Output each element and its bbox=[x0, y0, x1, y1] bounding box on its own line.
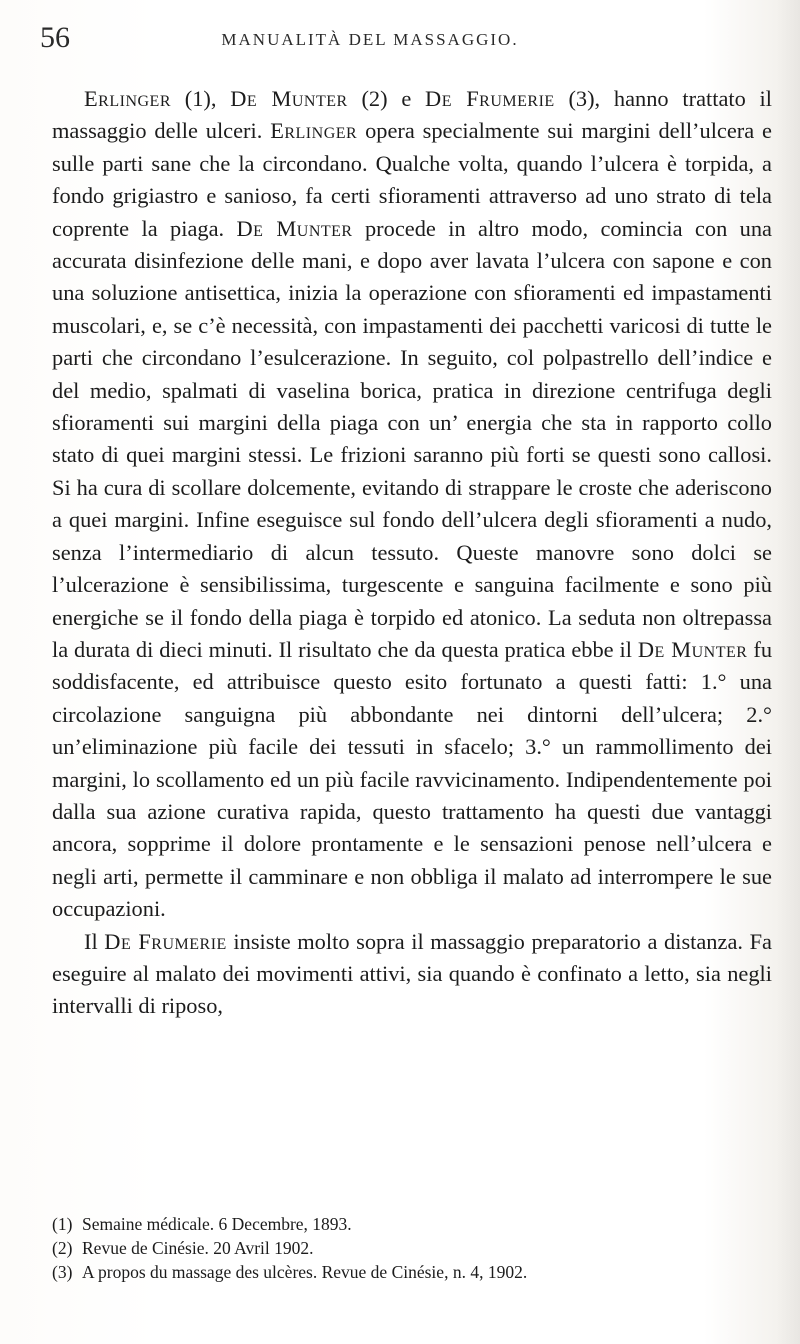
text-run: Il bbox=[84, 928, 105, 954]
footnote-marker: (3) bbox=[52, 1262, 73, 1282]
text-run: opera specialmente sui margini dell’ulcera e sulle parti sane che la circondano. Qualche volta, quando l’ulcera è torpida, a fondo grigiastro e sanioso, fa certi sfioramenti attraverso ad uno strato di tela coprente la piaga. bbox=[52, 118, 772, 241]
footnote-2 bbox=[52, 1236, 772, 1260]
footnote-marker: (1) bbox=[52, 1214, 73, 1234]
footnote-3 bbox=[52, 1260, 772, 1284]
author-name: De Frumerie bbox=[425, 86, 555, 111]
text-run: (3), hanno trattato il massaggio delle ulceri. bbox=[52, 86, 773, 144]
footnote-1 bbox=[52, 1212, 772, 1236]
text-run: fu soddisfacente, ed attribuisce questo esito fortunato a questi fatti: 1.° una circolazione sanguigna più abbondante nei dintorni dell’ulcera; 2.° un’eliminazione più facile dei tessuti in sfacelo; 3.° un rammollimento dei margini, lo scollamento ed un più facile ravvicinamento. Indipendentemente poi dalla sua azione curativa rapida, questo trattamento ha questi due vantaggi ancora, sopprime il dolore prontamente e le sensazioni penose nell’ulcera e negli arti, permette il camminare e non obbliga il malato ad interrompere le sue occupazioni. bbox=[52, 636, 773, 922]
footnote-marker: (2) bbox=[52, 1238, 73, 1258]
body-text bbox=[52, 83, 772, 1023]
text-run: procede in altro modo, comincia con una accurata disinfezione delle mani, e dopo aver lavata l’ulcera con sapone e con una soluzione antisettica, inizia la operazione con sfioramenti ed impastamenti muscolari, e, se c’è necessità, con impastamenti dei pacchetti varicosi di tutte le parti che circondano l’esulcerazione. In seguito, col polpastrello dell’indice e del medio, spalmati di vaselina borica, pratica in direzione centrifuga degli sfioramenti sui margini della piaga con un’ energia che sta in rapporto collo stato di quei margini stessi. Le frizioni saranno più forti se questi sono callosi. Si ha cura di scollare dolcemente, evitando di strappare le croste che aderiscono a quei margini. Infine eseguisce sul fondo dell’ulcera degli sfioramenti a nudo, senza l’intermediario di alcun tessuto. Queste manovre sono dolci se l’ulcerazione è sensibilissima, turgescente e sanguina facilmente e sono più energiche se il fondo della piaga è torpido ed atonico. La seduta non oltrepassa la durata di dieci minuti. Il risultato che da questa pratica ebbe il bbox=[52, 215, 772, 662]
footnote-text: A propos du massage des ulcères. Revue de Cinésie, n. 4, 1902. bbox=[82, 1262, 528, 1282]
text-run: insiste molto sopra il massaggio preparatorio a distanza. Fa eseguire al malato dei movimenti attivi, sia quando è confinato a letto, sia negli intervalli di riposo, bbox=[52, 928, 772, 1019]
author-name: De Munter bbox=[230, 86, 348, 111]
author-name: De Munter bbox=[236, 215, 353, 241]
footnote-text: Revue de Cinésie. 20 Avril 1902. bbox=[82, 1238, 314, 1258]
author-name: Erlinger bbox=[84, 86, 172, 111]
footnote-text: Semaine médicale. 6 Decembre, 1893. bbox=[82, 1214, 352, 1234]
author-name: De Frumerie bbox=[104, 928, 227, 954]
footnotes bbox=[52, 1212, 772, 1284]
page-header bbox=[40, 20, 760, 56]
author-name: De Munter bbox=[637, 636, 748, 662]
text-run: (2) e bbox=[347, 86, 426, 111]
author-name: Erlinger bbox=[270, 118, 358, 144]
running-head: MANUALITÀ DEL MASSAGGIO. bbox=[221, 30, 519, 49]
text-run: (1), bbox=[171, 86, 231, 111]
paragraph-1 bbox=[52, 83, 772, 926]
page-number: 56 bbox=[40, 21, 70, 54]
paragraph-2 bbox=[52, 926, 772, 1023]
